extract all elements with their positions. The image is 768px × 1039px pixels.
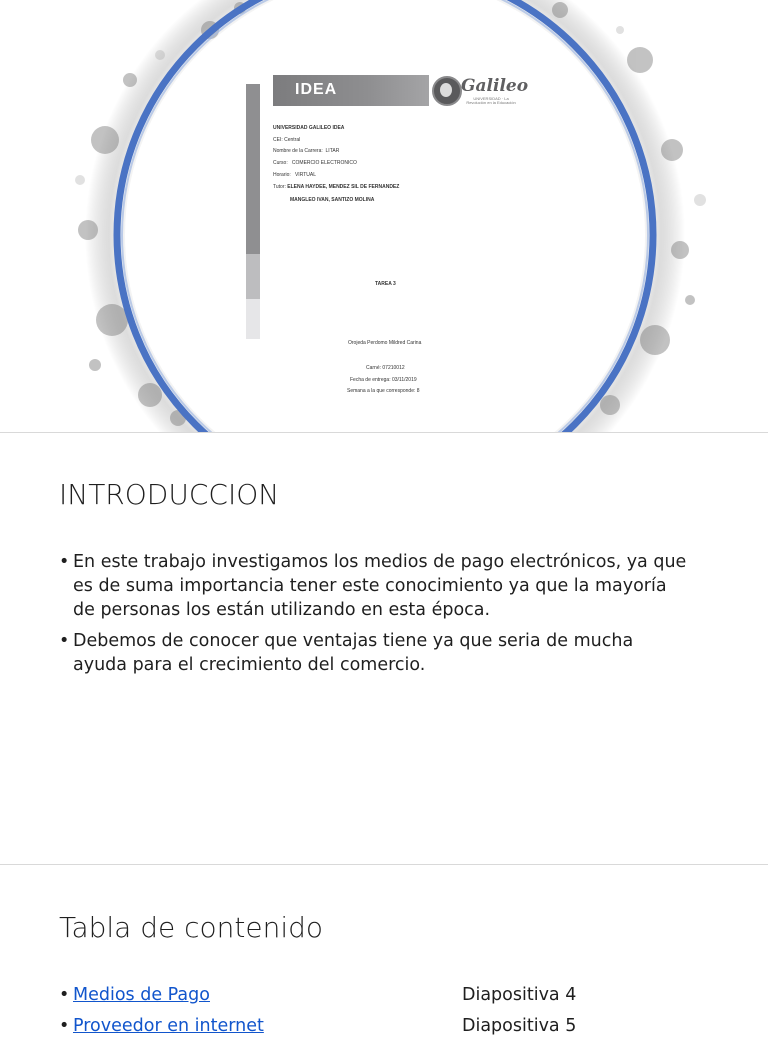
intro-bullet-1	[59, 550, 719, 622]
cover-tutor-value-1: ELENA HAYDEE, MENDEZ SIL DE FERNANDEZ	[287, 184, 400, 190]
toc-title: Tabla de contenido	[59, 911, 324, 944]
bullet-dot-icon: •	[59, 1016, 70, 1036]
cover-student: Orojeda Perdomo Mildred Carina	[348, 340, 422, 346]
cover-course	[273, 160, 357, 166]
intro-bullet-1-line-3: de personas los están utilizando en esta época.	[73, 600, 491, 620]
cover-slide	[0, 0, 768, 432]
cover-university: UNIVERSIDAD GALILEO IDEA	[273, 125, 345, 131]
idea-banner-text: IDEA	[295, 81, 338, 98]
toc-item	[59, 982, 619, 1008]
cover-side-bar-light	[246, 299, 260, 339]
cover-tutor-value-2: MANGLEO IVAN, SANTIZO MOLINA	[290, 197, 375, 203]
cover-carnet: Carné: 07210012	[366, 365, 405, 371]
toc-link-medios-de-pago[interactable]: Medios de Pago	[73, 985, 210, 1005]
cover-schedule	[273, 172, 316, 178]
cover-course-value: COMERCIO ELECTRONICO	[291, 160, 357, 166]
intro-bullet-1-line-2: es de suma importancia tener este conocimiento ya que la mayoría	[73, 576, 667, 596]
toc-page-number: Diapositiva 5	[462, 1016, 577, 1036]
intro-bullet-2	[59, 629, 719, 677]
cover-center: CEI: Central	[273, 137, 301, 143]
cover-week: Semana a la que corresponde: 8	[347, 388, 420, 394]
cover-career-value: LITAR	[325, 148, 340, 154]
intro-bullet-list	[59, 550, 719, 684]
cover-delivery-date: Fecha de entrega: 03/11/2019	[350, 377, 417, 383]
galileo-logo-icon	[432, 76, 462, 106]
cover-side-bar-mid	[246, 254, 260, 299]
toc-slide	[0, 864, 768, 1036]
cover-career	[273, 148, 339, 154]
toc-item	[59, 1013, 619, 1039]
cover-tutor-label: Tutor:	[273, 184, 286, 190]
toc-link-proveedor-en-internet[interactable]: Proveedor en internet	[73, 1016, 264, 1036]
cover-schedule-label: Horario:	[273, 172, 291, 178]
cover-schedule-value: VIRTUAL	[294, 172, 316, 178]
bullet-dot-icon: •	[59, 552, 70, 572]
cover-tutor	[273, 184, 399, 190]
galileo-logo-subtitle: UNIVERSIDAD · La Revolución en la Educación	[466, 96, 516, 105]
cover-career-label: Nombre de la Carrera:	[273, 148, 323, 154]
cover-assignment: TAREA 3	[375, 281, 396, 287]
bullet-dot-icon: •	[59, 631, 70, 651]
toc-page-number: Diapositiva 4	[462, 985, 577, 1005]
bullet-dot-icon: •	[59, 985, 70, 1005]
intro-bullet-1-line-1: En este trabajo investigamos los medios de pago electrónicos, ya que	[73, 552, 687, 572]
intro-bullet-2-line-1: Debemos de conocer que ventajas tiene ya que seria de mucha	[73, 631, 634, 651]
cover-course-label: Curso:	[273, 160, 288, 166]
intro-title: INTRODUCCION	[59, 478, 280, 511]
intro-slide	[0, 432, 768, 865]
idea-banner	[273, 75, 429, 106]
cover-side-bar-dark	[246, 84, 260, 254]
galileo-logo-wordmark: Galileo	[461, 76, 529, 96]
intro-bullet-2-line-2: ayuda para el crecimiento del comercio.	[73, 655, 426, 675]
